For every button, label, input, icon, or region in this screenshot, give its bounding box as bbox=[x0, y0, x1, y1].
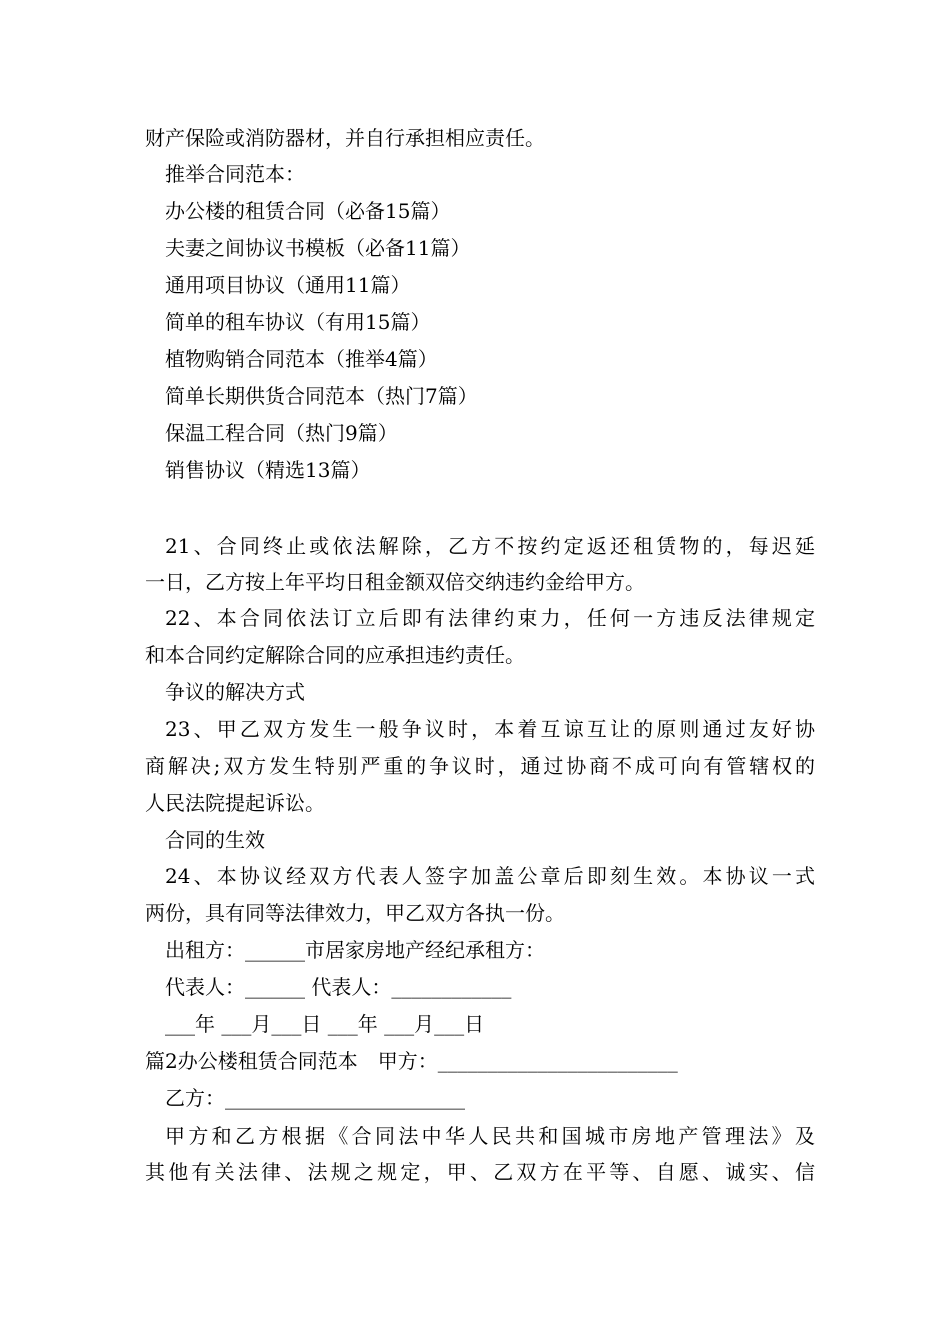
recommend-link[interactable]: 植物购销合同范本（推举4篇） bbox=[165, 347, 438, 371]
clause-23-line-1: 23、甲乙双方发生一般争议时，本着互谅互让的原则通过友好协 bbox=[165, 717, 815, 741]
lessor-line: 出租方：______市居家房地产经纪承租方： bbox=[165, 938, 545, 962]
representative-line: 代表人：______ 代表人：____________ bbox=[165, 975, 512, 999]
recommend-link[interactable]: 保温工程合同（热门9篇） bbox=[165, 421, 398, 445]
text-line: 财产保险或消防器材，并自行承担相应责任。 bbox=[145, 126, 545, 150]
date-line: ___年 ___月___日 ___年 ___月___日 bbox=[165, 1012, 485, 1036]
party-b-line: 乙方：________________________ bbox=[165, 1086, 465, 1110]
preamble-line-2: 其他有关法律、法规之规定，甲、乙双方在平等、自愿、诚实、信 bbox=[145, 1160, 815, 1184]
recommend-link[interactable]: 夫妻之间协议书模板（必备11篇） bbox=[165, 236, 471, 260]
clause-24-line-2: 两份，具有同等法律效力，甲乙双方各执一份。 bbox=[145, 901, 565, 925]
section-heading-effect: 合同的生效 bbox=[165, 828, 265, 852]
recommend-heading: 推举合同范本： bbox=[165, 162, 305, 186]
clause-22-line-1: 22、本合同依法订立后即有法律约束力，任何一方违反法律规定 bbox=[165, 606, 815, 630]
clause-22-line-2: 和本合同约定解除合同的应承担违约责任。 bbox=[145, 643, 525, 667]
recommend-link[interactable]: 简单长期供货合同范本（热门7篇） bbox=[165, 384, 478, 408]
recommend-link[interactable]: 办公楼的租赁合同（必备15篇） bbox=[165, 199, 451, 223]
section-heading-dispute: 争议的解决方式 bbox=[165, 680, 305, 704]
clause-23-line-3: 人民法院提起诉讼。 bbox=[145, 791, 325, 815]
recommend-link[interactable]: 销售协议（精选13篇） bbox=[165, 458, 371, 482]
article-2-title-line: 篇2办公楼租赁合同范本 甲方：________________________ bbox=[145, 1049, 678, 1073]
clause-23-line-2: 商解决;双方发生特别严重的争议时，通过协商不成可向有管辖权的 bbox=[145, 754, 815, 778]
clause-24-line-1: 24、本协议经双方代表人签字加盖公章后即刻生效。本协议一式 bbox=[165, 864, 815, 888]
clause-21-line-1: 21、合同终止或依法解除，乙方不按约定返还租赁物的，每迟延 bbox=[165, 534, 815, 558]
preamble-line-1: 甲方和乙方根据《合同法中华人民共和国城市房地产管理法》及 bbox=[165, 1124, 815, 1148]
clause-21-line-2: 一日，乙方按上年平均日租金额双倍交纳违约金给甲方。 bbox=[145, 570, 645, 594]
recommend-link[interactable]: 简单的租车协议（有用15篇） bbox=[165, 310, 431, 334]
recommend-link[interactable]: 通用项目协议（通用11篇） bbox=[165, 273, 411, 297]
